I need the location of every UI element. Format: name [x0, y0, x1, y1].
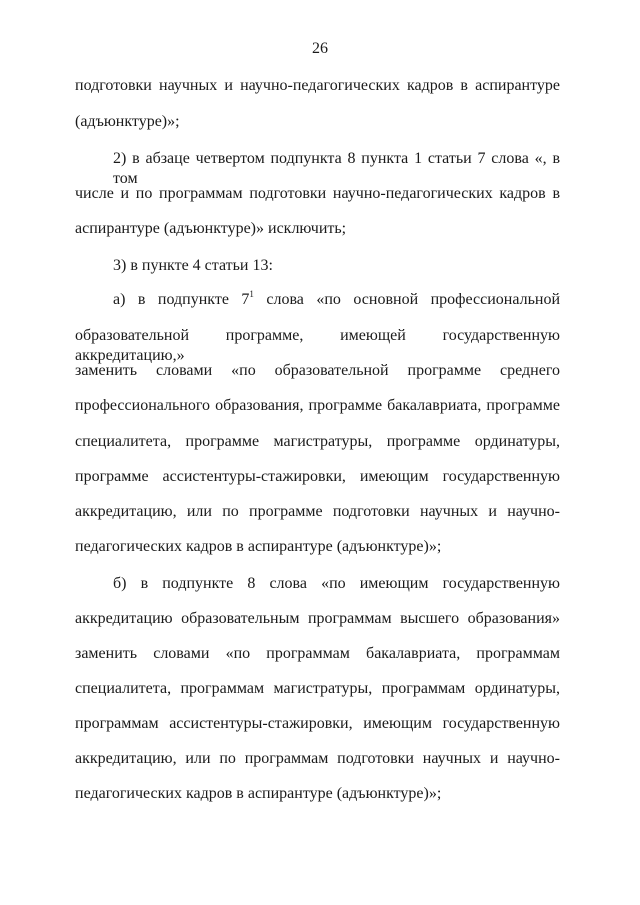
text-line: [113, 290, 560, 310]
text-line: профессионального образования, программе бакалавриата, программе: [75, 397, 560, 414]
text-line: программе ассистентуры-стажировки, имеющим государственную: [75, 468, 560, 485]
text-line: программам ассистентуры-стажировки, имеющим государственную: [75, 715, 560, 732]
text-line: 3) в пункте 4 статьи 13:: [113, 257, 273, 274]
text-line: подготовки научных и научно-педагогических кадров в аспирантуре: [75, 77, 560, 94]
text-line: специалитета, программе магистратуры, программе ординатуры,: [75, 433, 560, 450]
text-line: (адъюнктуре)»;: [75, 113, 180, 130]
text-line: образовательной программе, имеющей государственную аккредитацию,»: [75, 327, 560, 364]
text-line: заменить словами «по образовательной программе среднего: [75, 362, 560, 379]
text-line: 2) в абзаце четвертом подпункта 8 пункта 1 статьи 7 слова «, в том: [113, 150, 560, 187]
text-line: аккредитацию образовательным программам высшего образования»: [75, 610, 560, 627]
text-line: педагогических кадров в аспирантуре (адъюнктуре)»;: [75, 785, 442, 802]
text-line: педагогических кадров в аспирантуре (адъюнктуре)»;: [75, 538, 442, 555]
page-number: 26: [312, 40, 328, 57]
text-line: аспирантуре (адъюнктуре)» исключить;: [75, 220, 347, 237]
text-line: числе и по программам подготовки научно-педагогических кадров в: [75, 185, 560, 202]
subparagraph-text: а) в подпункте 7: [113, 291, 250, 308]
text-line: б) в подпункте 8 слова «по имеющим государственную: [113, 575, 560, 592]
subparagraph-text: слова «по основной профессиональной: [266, 291, 561, 308]
superscript: 1: [249, 289, 254, 299]
text-line: аккредитацию, или по программе подготовки научных и научно-: [75, 503, 560, 520]
text-line: аккредитацию, или по программам подготовки научных и научно-: [75, 750, 560, 767]
text-line: специалитета, программам магистратуры, программам ординатуры,: [75, 680, 560, 697]
text-line: заменить словами «по программам бакалавриата, программам: [75, 645, 560, 662]
